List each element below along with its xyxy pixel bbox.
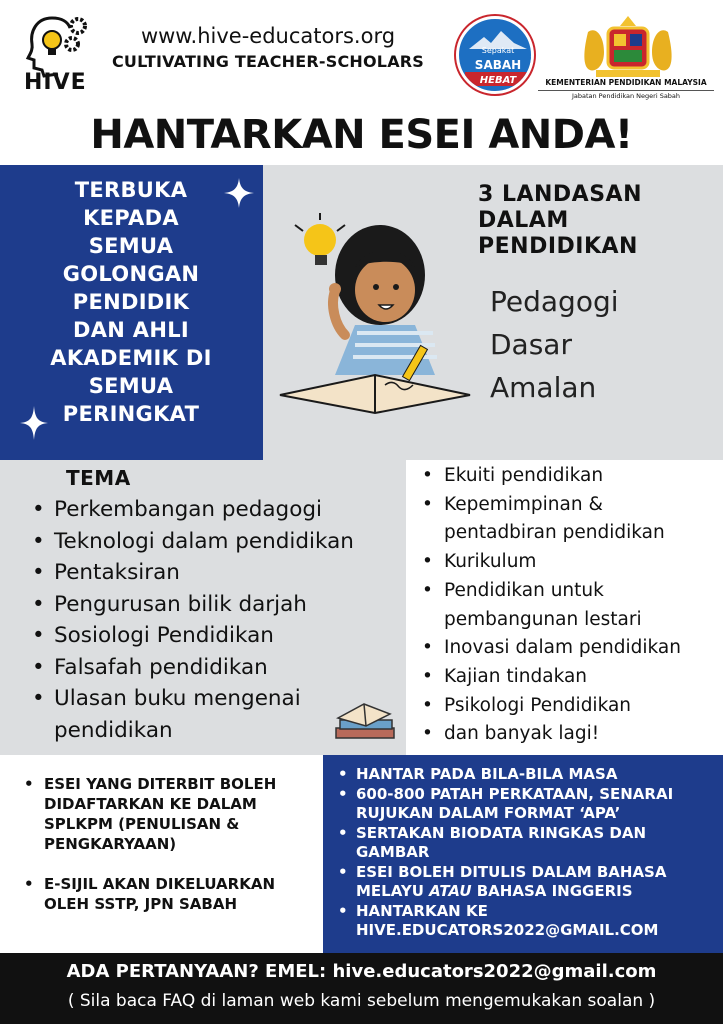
list-item: • Kepemimpinan & pentadbiran pendidikan (420, 491, 690, 548)
landasan-item: Amalan (490, 371, 597, 404)
student-writing-illustration (275, 205, 475, 415)
list-item: • 600-800 PATAH PERKATAAN, SENARAI RUJUKAN DALAM FORMAT ‘APA’ (336, 785, 721, 824)
list-item: • Pentaksiran (30, 557, 354, 589)
sparkle-icon (222, 176, 256, 210)
list-item: • ESEI YANG DITERBIT BOLEH DIDAFTARKAN KE DALAM SPLKPM (PENULISAN & PENGKARYAAN) (22, 774, 312, 854)
list-item: • Kajian tindakan (420, 663, 720, 692)
list-item: • Ekuiti pendidikan (420, 462, 720, 491)
landasan-item: Dasar (490, 328, 572, 361)
list-item: • Ulasan buku mengenai pendidikan (30, 683, 330, 746)
list-item: • Pendidikan untuk pembangunan lestari (420, 577, 670, 634)
list-item: • Psikologi Pendidikan (420, 692, 720, 721)
themes-list-left (30, 494, 354, 746)
footer (0, 953, 723, 1024)
tagline: CULTIVATING TEACHER-SCHOLARS (111, 52, 425, 71)
books-icon (330, 690, 400, 745)
tema-title: TEMA (66, 466, 131, 490)
footer-faq-note: ( Sila baca FAQ di laman web kami sebelum mengemukakan soalan ) (67, 991, 656, 1011)
list-item: • Falsafah pendidikan (30, 652, 354, 684)
guidelines-list (336, 765, 721, 941)
list-item: • Sosiologi Pendidikan (30, 620, 354, 652)
list-item: • ESEI BOLEH DITULIS DALAM BAHASA MELAYU ATAU BAHASA INGGERIS (336, 863, 721, 902)
sabah-hebat-logo (456, 16, 534, 94)
open-to-text: TERBUKA KEPADA SEMUA GOLONGAN PENDIDIK DAN AHLI AKADEMIK DI SEMUA PERINGKAT (50, 178, 212, 426)
hive-logo-text: HIVE (24, 70, 87, 95)
sabah-logo-line3: HEBAT (479, 75, 517, 86)
website-url[interactable]: www.hive-educators.org (140, 24, 396, 48)
list-item: • Pengurusan bilik darjah (30, 589, 354, 621)
list-item: • E-SIJIL AKAN DIKELUARKAN OLEH SSTP, JPN SABAH (22, 874, 312, 914)
list-item: • Perkembangan pedagogi (30, 494, 354, 526)
sabah-logo-line2: SABAH (474, 58, 522, 72)
department-name: Jabatan Pendidikan Negeri Sabah (538, 90, 714, 100)
ministry-name: KEMENTERIAN PENDIDIKAN MALAYSIA (545, 78, 707, 87)
main-title: HANTARKAN ESEI ANDA! (90, 112, 633, 158)
sparkle-icon (18, 404, 50, 442)
sabah-logo-line1: Sepakat (481, 46, 515, 55)
landasan-list (490, 280, 619, 409)
list-item: • HANTARKAN KE HIVE.EDUCATORS2022@GMAIL.COM (336, 902, 721, 941)
benefits-list (22, 774, 312, 934)
list-item: • Kurikulum (420, 548, 720, 577)
landasan-item: Pedagogi (490, 285, 619, 318)
list-item: • SERTAKAN BIODATA RINGKAS DAN GAMBAR (336, 824, 721, 863)
footer-contact[interactable]: ADA PERTANYAAN? EMEL: hive.educators2022@gmail.com (66, 961, 657, 982)
list-item: • dan banyak lagi! (420, 720, 720, 749)
themes-list-right (420, 462, 720, 749)
landasan-title: 3 LANDASAN DALAM PENDIDIKAN (478, 182, 642, 259)
list-item: • HANTAR PADA BILA-BILA MASA (336, 765, 721, 785)
list-item: • Inovasi dalam pendidikan (420, 634, 720, 663)
list-item: • Teknologi dalam pendidikan (30, 526, 354, 558)
